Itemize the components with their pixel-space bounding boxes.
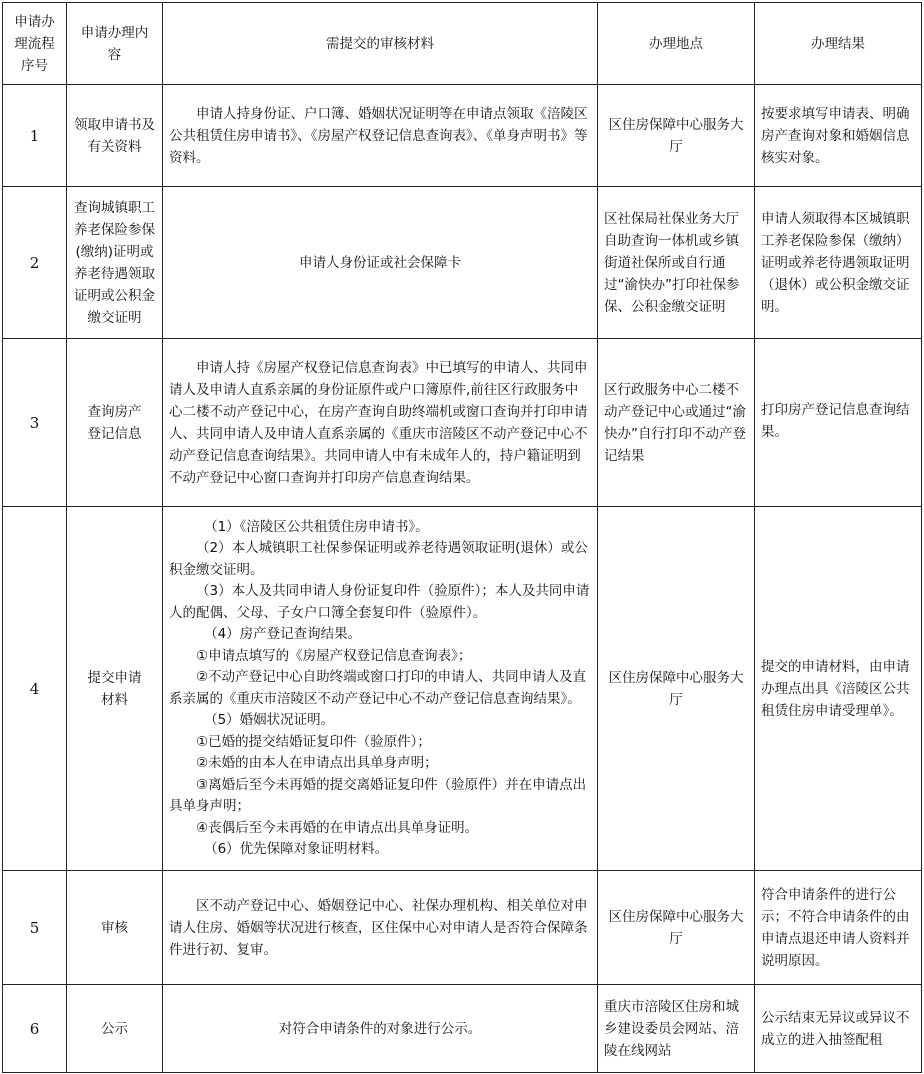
material-line: ①已婚的提交结婚证复印件（验原件）；: [196, 733, 431, 750]
material-line: （5）婚姻状况证明。: [204, 712, 335, 728]
material-line: ①申请点填写的《房屋产权登记信息查询表》；: [196, 647, 472, 664]
step-materials: 区不动产登记中心、婚姻登记中心、社保办理机构、相关单位对申请人住房、婚姻等状况进行核查，区住保中心对申请人是否符合保障条件进行初、复审。: [163, 871, 598, 985]
table-row: [3, 985, 922, 1073]
step-location: 区住房保障中心服务大厅: [598, 507, 755, 871]
step-content: 查询城镇职工养老保险参保(缴纳)证明或养老待遇领取证明或公积金缴交证明: [67, 187, 163, 339]
step-number: 3: [3, 339, 67, 507]
material-line: （6）优先保障对象证明材料。: [204, 841, 389, 857]
step-number: 1: [3, 85, 67, 187]
material-line: （4）房产登记查询结果。: [204, 626, 362, 642]
material-line: ③离婚后至今未再婚的提交离婚证复印件（验原件）并在申请点出具单身声明；: [169, 776, 587, 814]
step-location: 区社保局社保业务大厅自助查询一体机或乡镇街道社保所或自行通过“渝快办”打印社保参保、公积金缴交证明: [598, 187, 755, 339]
step-location: 区住房保障中心服务大厅: [598, 871, 755, 985]
step-result: 打印房产登记信息查询结果。: [755, 339, 922, 507]
step-content: 审核: [67, 871, 163, 985]
material-line: ②不动产登记中心自助终端或窗口打印的申请人、共同申请人及直系亲属的《重庆市涪陵区不动产登记中心不动产登记信息查询结果》。: [169, 669, 587, 707]
table-row: [3, 85, 922, 187]
step-result: 按要求填写申请表、明确房产查询对象和婚姻信息核实对象。: [755, 85, 922, 187]
header-location: 办理地点: [598, 3, 755, 85]
step-number: 5: [3, 871, 67, 985]
table-row: [3, 187, 922, 339]
step-materials: 申请人持《房屋产权登记信息查询表》中已填写的申请人、共同申请人及申请人直系亲属的身份证原件或户口簿原件,前往区行政服务中心二楼不动产登记中心，在房产查询自助终端机或窗口查询并打印申请人、共同申请人及申请人直系亲属的《重庆市涪陵区不动产登记中心不动产登记信息查询结果》。共同申请人中有未成年人的，持户籍证明到不动产登记中心窗口查询并打印房产信息查询结果。: [163, 339, 598, 507]
table-row: [3, 871, 922, 985]
material-line: （1）《涪陵区公共租赁住房申请书》。: [204, 518, 429, 535]
step-number: 2: [3, 187, 67, 339]
table-row: [3, 507, 922, 871]
step-materials: 对符合申请条件的对象进行公示。: [163, 985, 598, 1073]
material-line: ④丧偶后至今未再婚的在申请点出具单身证明。: [196, 819, 479, 836]
material-line: （3）本人及共同申请人身份证复印件（验原件）；本人及共同申请人的配偶、父母、子女户口簿全套复印件（验原件）。: [169, 583, 590, 621]
step-content: 查询房产登记信息: [67, 339, 163, 507]
step-result: 提交的申请材料，由申请办理点出具《涪陵区公共租赁住房申请受理单》。: [755, 507, 922, 871]
step-location: 区住房保障中心服务大厅: [598, 85, 755, 187]
application-process-table: [2, 2, 922, 1073]
step-location: 区行政服务中心二楼不动产登记中心或通过“渝快办”自行打印不动产登记结果: [598, 339, 755, 507]
step-result: 符合申请条件的进行公示；不符合申请条件的由申请点退还申请人资料并说明原因。: [755, 871, 922, 985]
step-materials: [163, 507, 598, 871]
header-result: 办理结果: [755, 3, 922, 85]
step-location: 重庆市涪陵区住房和城乡建设委员会网站、涪陵在线网站: [598, 985, 755, 1073]
step-number: 4: [3, 507, 67, 871]
table-row: [3, 339, 922, 507]
step-result: 公示结束无异议或异议不成立的进入抽签配租: [755, 985, 922, 1073]
header-content: 申请办理内容: [67, 3, 163, 85]
step-materials: 申请人身份证或社会保障卡: [163, 187, 598, 339]
material-line: ②未婚的由本人在申请点出具单身声明；: [196, 755, 438, 771]
header-materials: 需提交的审核材料: [163, 3, 598, 85]
step-materials: 申请人持身份证、户口簿、婚姻状况证明等在申请点领取《涪陵区公共租赁住房申请书》、《房屋产权登记信息查询表》、《单身声明书》等资料。: [163, 85, 598, 187]
material-line: （2）本人城镇职工社保参保证明或养老待遇领取证明(退休）或公积金缴交证明。: [169, 540, 588, 578]
step-number: 6: [3, 985, 67, 1073]
step-content: 提交申请材料: [67, 507, 163, 871]
header-step: 申请办理流程序号: [3, 3, 67, 85]
step-content: 领取申请书及有关资料: [67, 85, 163, 187]
step-content: 公示: [67, 985, 163, 1073]
step-result: 申请人须取得本区城镇职工养老保险参保（缴纳）证明或养老待遇领取证明（退休）或公积金缴交证明。: [755, 187, 922, 339]
header-row: [3, 3, 922, 85]
